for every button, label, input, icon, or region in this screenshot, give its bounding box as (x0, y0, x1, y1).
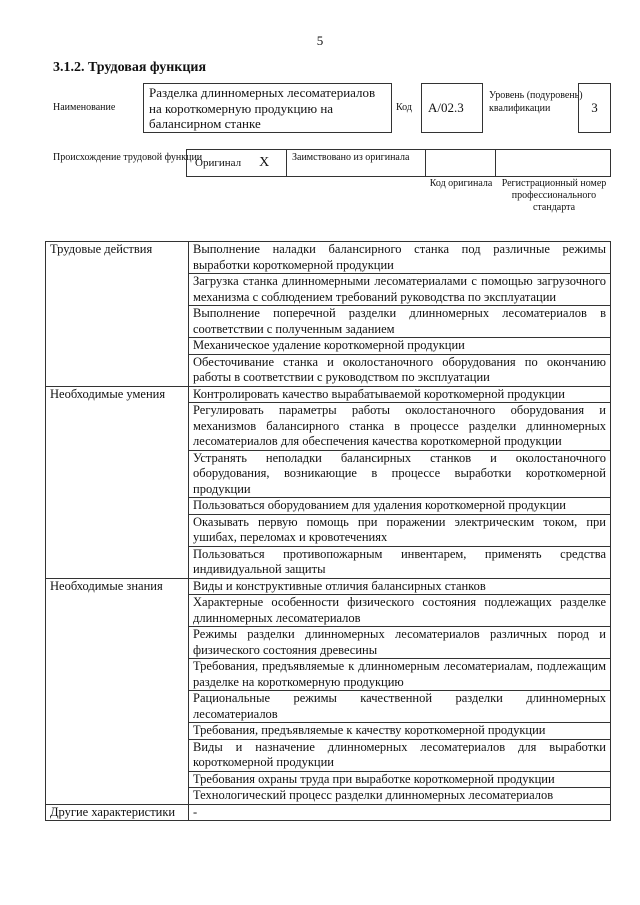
item-cell: Обесточивание станка и околостаночного оборудования по окончанию работы в соответствии с руководством по эксплуатации (189, 354, 611, 386)
reg-number-cell (496, 150, 610, 176)
category-cell: Другие характеристики (46, 804, 189, 821)
category-cell: Необходимые умения (46, 386, 189, 578)
item-cell: Технологический процесс разделки длинномерных лесоматериалов (189, 788, 611, 805)
item-cell: Виды и конструктивные отличия балансирных станков (189, 578, 611, 595)
table-row (46, 804, 611, 821)
level-label: Уровень (подуровень) квалификации (489, 90, 583, 114)
table-row (46, 386, 611, 403)
original-mark: X (259, 155, 270, 170)
page-number: 5 (316, 33, 324, 48)
item-cell: Режимы разделки длинномерных лесоматериалов различных пород и физического состояния древесины (189, 627, 611, 659)
borrowed-label: Заимствовано из оригинала (287, 150, 426, 176)
item-cell: Требования, предъявляемые к длинномерным лесоматериалам, подлежащим разделке на короткомерную продукцию (189, 659, 611, 691)
table-row (46, 242, 611, 274)
category-cell: Трудовые действия (46, 242, 189, 387)
item-cell: Требования охраны труда при выработке короткомерной продукции (189, 771, 611, 788)
item-cell: Устранять неполадки балансирных станков и околостаночного оборудования, возникающие в процессе выработки короткомерной продукции (189, 450, 611, 498)
reg-caption: Регистрационный номер профессионального стандарта (501, 178, 607, 213)
item-cell: Виды и назначение длинномерных лесоматериалов для выработки короткомерной продукции (189, 739, 611, 771)
section-title: 3.1.2. Трудовая функция (53, 60, 207, 75)
item-cell: Оказывать первую помощь при поражении электрическим током, при ушибах, переломах и кровотечениях (189, 514, 611, 546)
name-value-box: Разделка длинномерных лесоматериалов на короткомерную продукцию на балансирном станке (143, 83, 392, 133)
original-label: Оригинал (195, 157, 242, 169)
category-cell: Необходимые знания (46, 578, 189, 804)
original-code-cell (426, 150, 496, 176)
code-label: Код (396, 102, 412, 113)
item-cell: Выполнение поперечной разделки длинномерных лесоматериалов в соответствии с полученным заданием (189, 306, 611, 338)
item-cell: Регулировать параметры работы околостаночного оборудования и механизмов балансирного станка в процессе разделки длинномерных лесоматериалов для обеспечения качества короткомерной продукции (189, 403, 611, 451)
function-table (45, 241, 611, 821)
level-value-box: 3 (578, 83, 611, 133)
item-cell: Требования, предъявляемые к качеству короткомерной продукции (189, 723, 611, 740)
name-label: Наименование (53, 102, 116, 113)
code-caption: Код оригинала (429, 178, 493, 189)
origin-row (186, 149, 611, 177)
item-cell: Контролировать качество вырабатываемой короткомерной продукции (189, 386, 611, 403)
item-cell: Механическое удаление короткомерной продукции (189, 338, 611, 355)
table-row (46, 578, 611, 595)
item-cell: Пользоваться противопожарным инвентарем, применять средства индивидуальной защиты (189, 546, 611, 578)
item-cell: Загрузка станка длинномерными лесоматериалами с помощью загрузочного механизма с соблюдением требований руководства по эксплуатации (189, 274, 611, 306)
origin-label: Происхождение трудовой функции (53, 152, 203, 163)
item-cell: Выполнение наладки балансирного станка под различные режимы выработки короткомерной продукции (189, 242, 611, 274)
item-cell: Характерные особенности физического состояния подлежащих разделке длинномерных лесоматериалов (189, 595, 611, 627)
origin-original-cell (187, 150, 287, 176)
item-cell: Пользоваться оборудованием для удаления короткомерной продукции (189, 498, 611, 515)
item-cell: - (189, 804, 611, 821)
code-value-box: А/02.3 (421, 83, 483, 133)
item-cell: Рациональные режимы качественной разделки длинномерных лесоматериалов (189, 691, 611, 723)
